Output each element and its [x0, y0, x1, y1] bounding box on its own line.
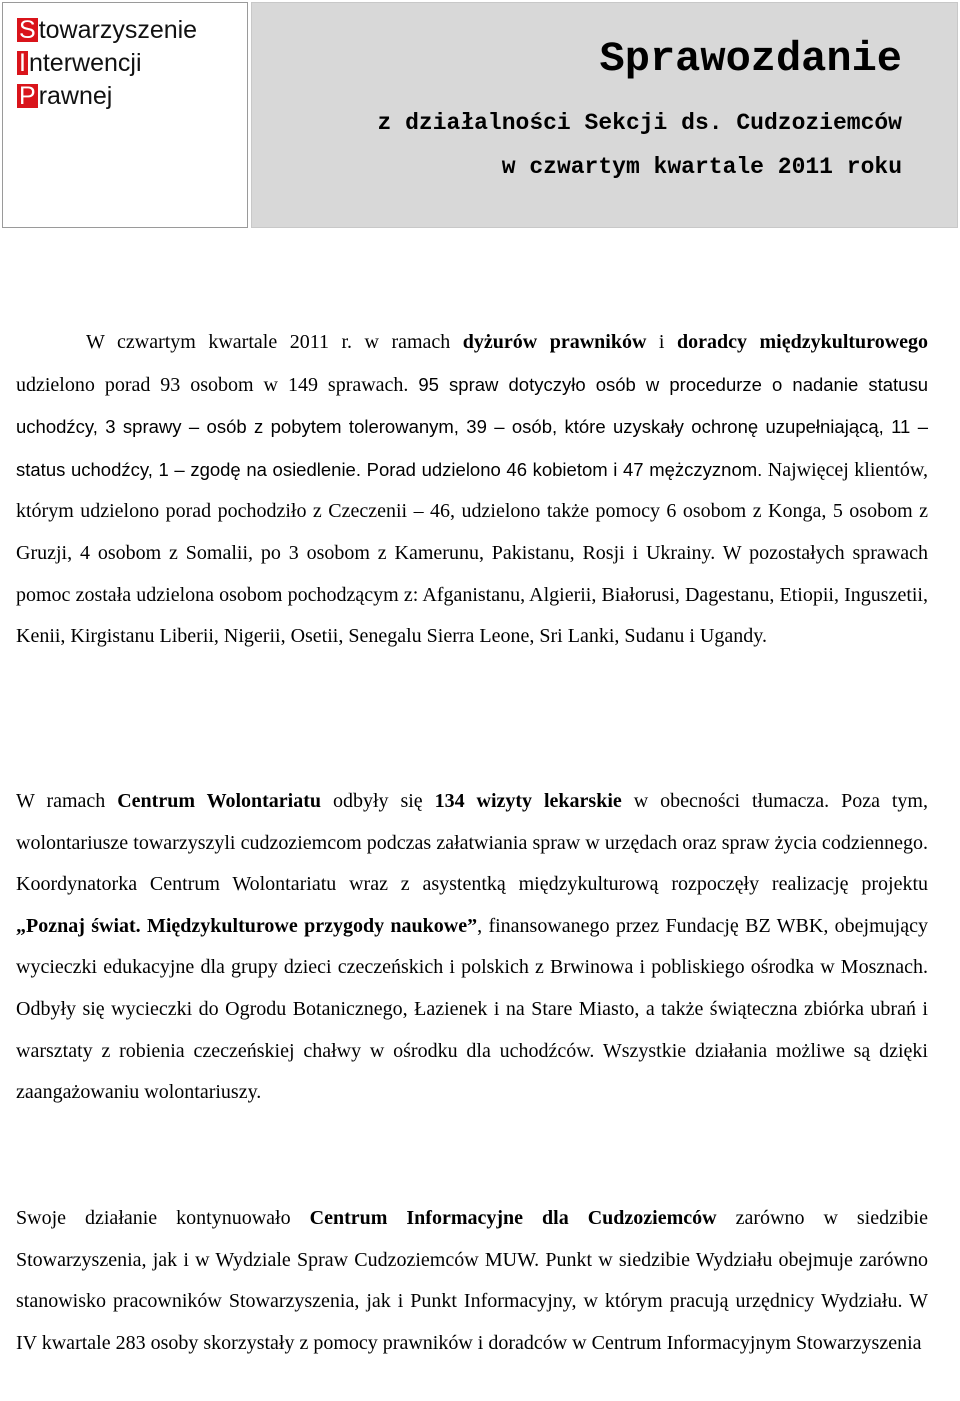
logo-word: rawnej	[38, 82, 113, 110]
text: zarówno w siedzibie Stowarzyszenia, jak i w Wydziale Spraw Cudzoziemców MUW. Punkt w siedzibie Wydziału obejmuje zarówno stanowisko pracowników Stowarzyszenia, jak i Punkt Informacyjny, w którym pracują urzędnicy Wydziału. W IV kwartale 283 osoby skorzystały z pomocy prawników i doradców w Centrum Informacyjnym Stowarzyszenia	[16, 1207, 928, 1354]
logo-initial: S	[19, 16, 36, 44]
bold-text: dyżurów prawników	[462, 331, 647, 353]
logo-line-3	[17, 83, 112, 109]
report-subtitle-line-2: w czwartym kwartale 2011 roku	[501, 154, 902, 180]
bold-text: Centrum Informacyjne dla Cudzoziemców	[309, 1207, 717, 1229]
logo-initial: I	[19, 49, 26, 77]
text: i	[646, 331, 677, 353]
text: w obecności tłumacza. Poza tym, wolontariusze towarzyszyli cudzoziemcom podczas załatwiania spraw w urzędach oraz spraw życia codziennego. Koordynatorka Centrum Wolontariatu wraz z asystentką międzykulturową rozpoczęły realizację projektu	[16, 790, 928, 896]
text: , finansowanego przez Fundację BZ WBK, obejmujący wycieczki edukacyjne dla grupy dzieci czeczeńskich i polskich z Brwinowa i pobliskiego ośrodka w Mosznach. Odbyły się wycieczki do Ogrodu Botanicznego, Łazienek i na Stare Miasto, a także świąteczna zbiórka ubrań i warsztaty z robienia czeczeńskiej chałwy w ośrodku dla uchodźców. Wszystkie działania możliwe są dzięki zaangażowaniu wolontariuszy.	[16, 914, 928, 1104]
bold-text: 134 wizyty lekarskie	[434, 790, 622, 812]
logo-word: towarzyszenie	[38, 16, 198, 44]
bold-text: doradcy międzykulturowego	[677, 331, 929, 353]
report-title: Sprawozdanie	[599, 35, 902, 83]
logo-initial: P	[19, 82, 36, 110]
text: udzielono porad 93 osobom w 149 sprawach.	[16, 373, 419, 396]
bold-text: Centrum Wolontariatu	[117, 790, 322, 812]
paragraph-volunteer-center	[16, 781, 928, 1114]
text: W czwartym kwartale 2011 r. w ramach	[86, 331, 463, 353]
bold-text: „Poznaj świat. Międzykulturowe przygody naukowe”	[16, 914, 478, 937]
text: odbyły się	[321, 790, 435, 812]
report-subtitle-line-1: z działalności Sekcji ds. Cudzoziemców	[377, 110, 902, 136]
text: Najwięcej klientów, którym udzielono porad pochodziło z Czeczenii – 46, udzielono także pomocy 6 osobom z Konga, 5 osobom z Gruzji, 4 osobom z Somalii, po 3 osobom z Kamerunu, Pakistanu, Rosji i Ukrainy. W pozostałych sprawach pomoc została udzielona osobom pochodzącym z: Afganistanu, Algierii, Białorusi, Dagestanu, Etiopii, Inguszetii, Kenii, Kirgistanu Liberii, Nigerii, Osetii, Senegalu Sierra Leone, Sri Lanki, Sudanu i Ugandy.	[16, 458, 928, 648]
text: Swoje działanie kontynuowało	[16, 1207, 310, 1229]
organization-logo	[2, 2, 248, 228]
report-header	[251, 2, 958, 228]
logo-line-1	[17, 17, 197, 43]
text: W ramach	[16, 790, 118, 812]
paragraph-legal-advice	[16, 322, 928, 658]
logo-word: nterwencji	[28, 49, 142, 77]
text: 95 spraw dotyczyło osób w procedurze o nadanie statusu uchodźcy, 3 sprawy – osób z pobytem tolerowanym, 39 – osób, które uzyskały ochronę uzupełniającą, 11 – status uchodźcy, 1 – zgodę na osiedlenie. Porad udzielono 46 kobietom i 47 mężczyznom.	[16, 373, 928, 480]
paragraph-information-center	[16, 1198, 928, 1364]
logo-line-2	[17, 50, 142, 76]
